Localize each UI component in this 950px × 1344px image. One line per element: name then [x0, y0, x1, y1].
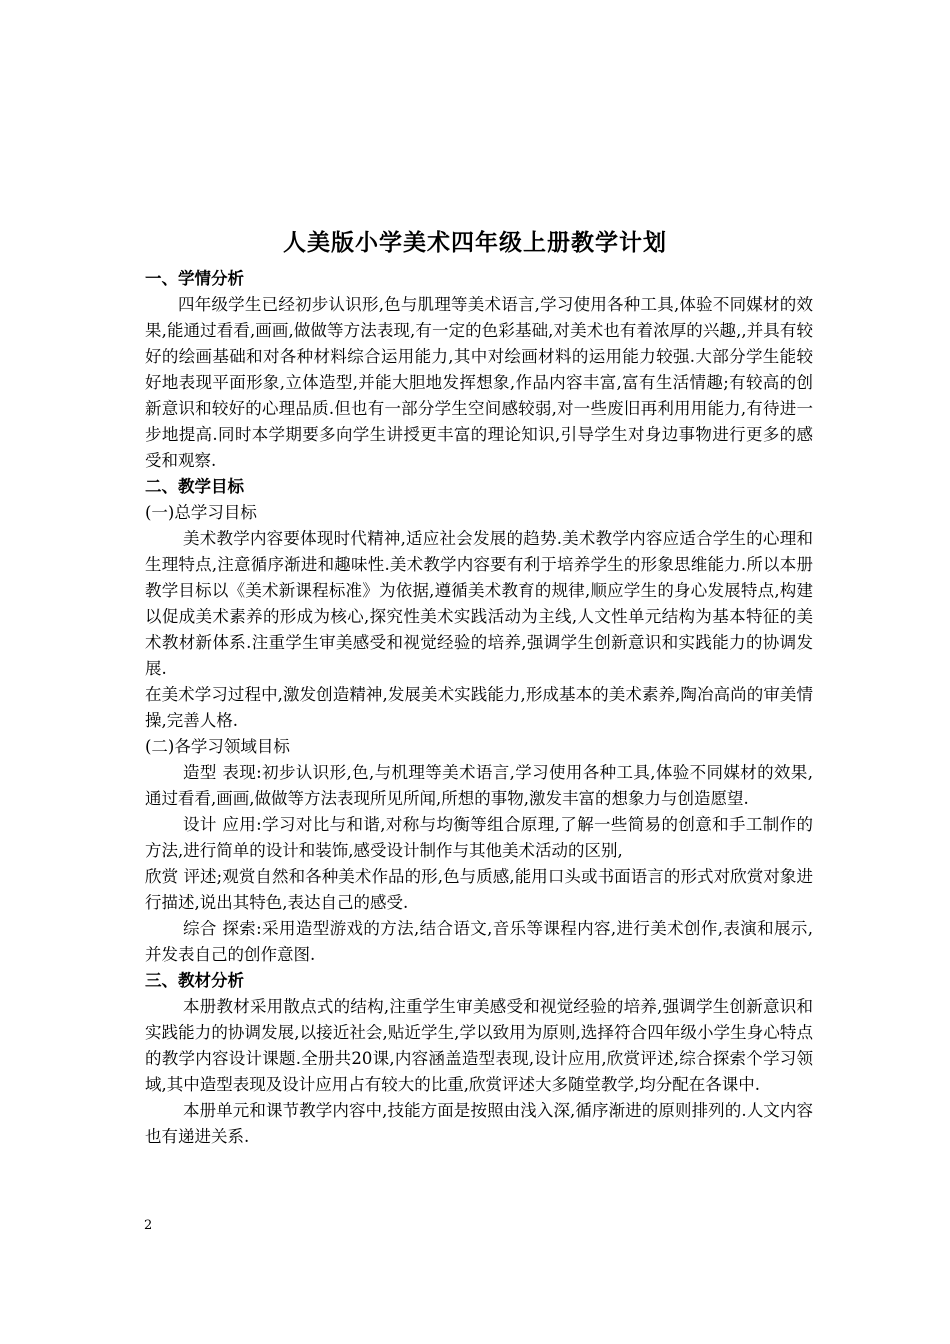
paragraph: 在美术学习过程中,激发创造精神,发展美术实践能力,形成基本的美术素养,陶冶高尚的审美情操,完善人格. — [145, 685, 813, 730]
paragraph: 造型 表现:初步认识形,色,与机理等美术语言,学习使用各种工具,体验不同媒材的效果,通过看看,画画,做做等方法表现所见所闻,所想的事物,激发丰富的想象力与创造愿望. — [145, 763, 813, 808]
section-heading-1: 一、学情分析 — [145, 269, 244, 288]
section-heading-3: 三、教材分析 — [145, 971, 244, 990]
paragraph: 设计 应用:学习对比与和谐,对称与均衡等组合原理,了解一些简易的创意和手工制作的方法,进行简单的设计和装饰,感受设计制作与其他美术活动的区别, — [145, 815, 813, 860]
document-body — [145, 266, 813, 1150]
subsection-heading: (一)总学习目标 — [145, 503, 257, 522]
paragraph: 美术教学内容要体现时代精神,适应社会发展的趋势.美术教学内容应适合学生的心理和生理特点,注意循序渐进和趣味性.美术教学内容要有利于培养学生的形象思维能力.所以本册教学目标以《美术新课程标准》为依据,遵循美术教育的规律,顺应学生的身心发展特点,构建以促成美术素养的形成为核心,探究性美术实践活动为主线,人文性单元结构为基本特征的美术教材新体系.注重学生审美感受和视觉经验的培养,强调学生创新意识和实践能力的协调发展. — [145, 529, 813, 678]
document-title: 人美版小学美术四年级上册教学计划 — [283, 230, 667, 256]
section-heading-2: 二、教学目标 — [145, 477, 244, 496]
paragraph: 四年级学生已经初步认识形,色与肌理等美术语言,学习使用各种工具,体验不同媒材的效果,能通过看看,画画,做做等方法表现,有一定的色彩基础,对美术也有着浓厚的兴趣,,并具有较好的绘画基础和对各种材料综合运用能力,其中对绘画材料的运用能力较强.大部分学生能较好地表现平面形象,立体造型,并能大胆地发挥想象,作品内容丰富,富有生活情趣;有较高的创新意识和较好的心理品质.但也有一部分学生空间感较弱,对一些废旧再利用用能力,有待进一步地提高.同时本学期要多向学生讲授更丰富的理论知识,引导学生对身边事物进行更多的感受和观察. — [145, 295, 813, 470]
page-number: 2 — [144, 1218, 153, 1233]
paragraph: 欣赏 评述;观赏自然和各种美术作品的形,色与质感,能用口头或书面语言的形式对欣赏对象进行描述,说出其特色,表达自己的感受. — [145, 867, 813, 912]
paragraph: 综合 探索:采用造型游戏的方法,结合语文,音乐等课程内容,进行美术创作,表演和展示,并发表自己的创作意图. — [145, 919, 813, 964]
paragraph: 本册单元和课节教学内容中,技能方面是按照由浅入深,循序渐进的原则排列的.人文内容也有递进关系. — [145, 1101, 813, 1146]
paragraph: 本册教材采用散点式的结构,注重学生审美感受和视觉经验的培养,强调学生创新意识和实践能力的协调发展,以接近社会,贴近学生,学以致用为原则,选择符合四年级小学生身心特点的教学内容设计课题.全册共20课,内容涵盖造型表现,设计应用,欣赏评述,综合探索个学习领域,其中造型表现及设计应用占有较大的比重,欣赏评述大多随堂教学,均分配在各课中. — [145, 997, 813, 1094]
subsection-heading: (二)各学习领域目标 — [145, 737, 290, 756]
